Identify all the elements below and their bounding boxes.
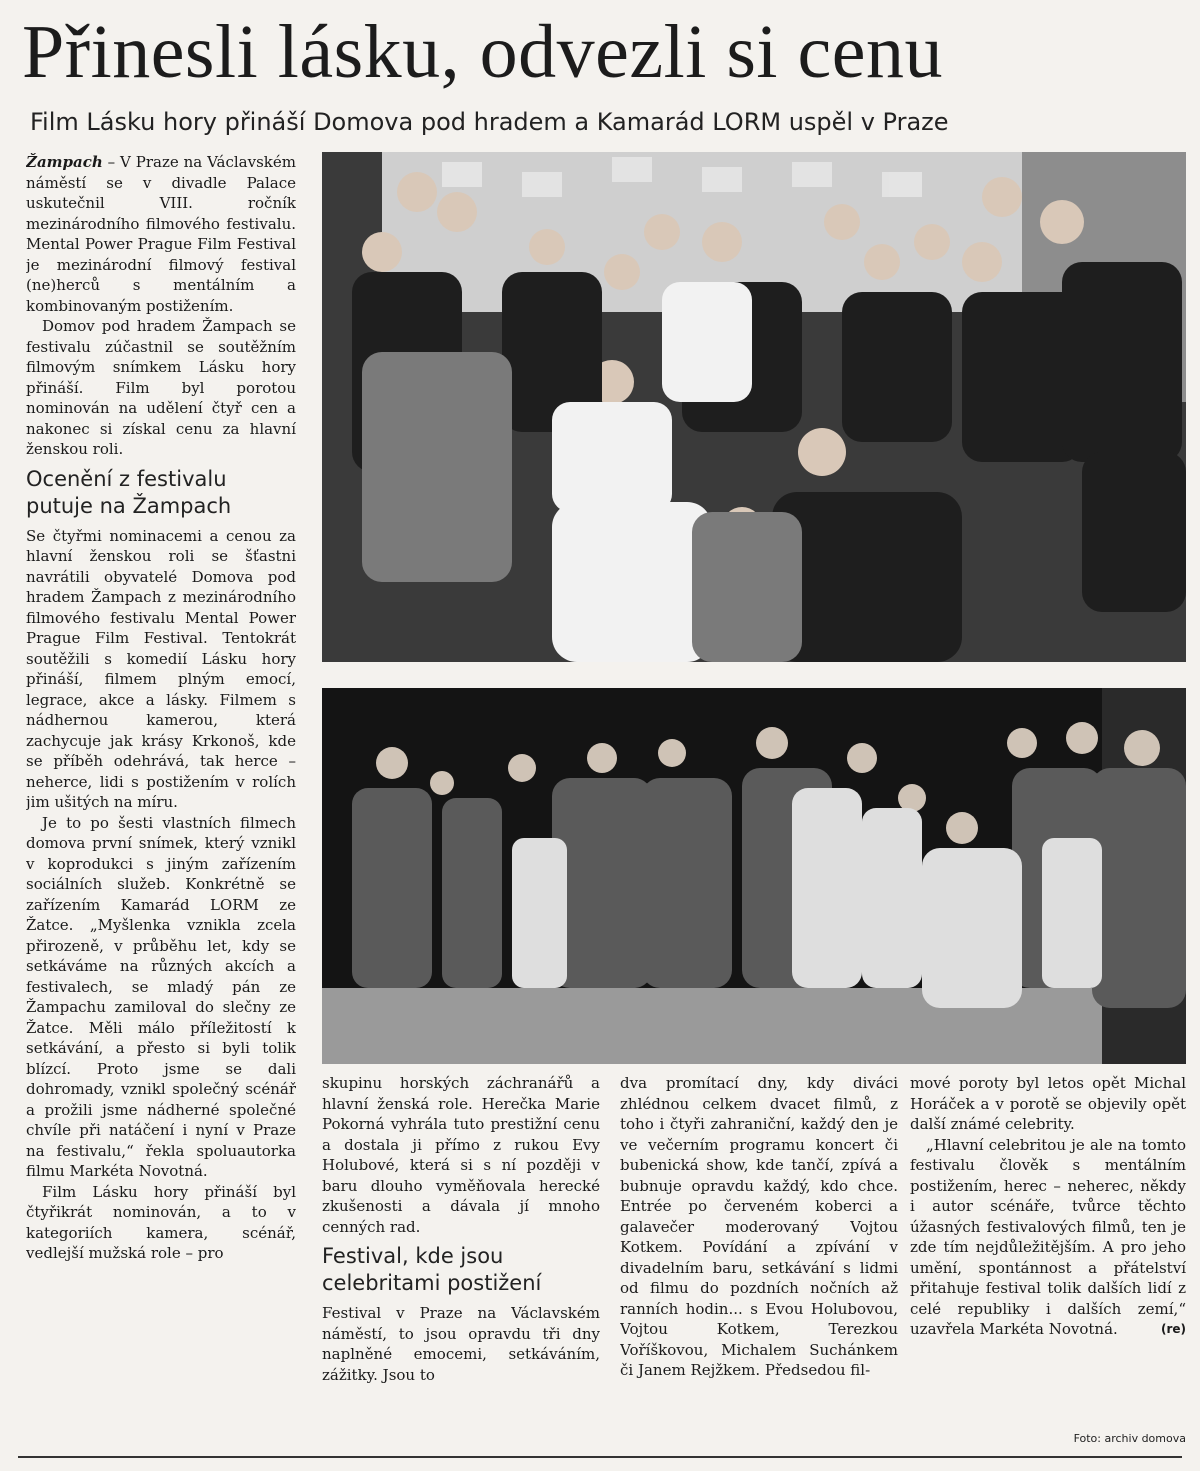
author-signature: (re)	[1160, 1322, 1186, 1336]
intro-paragraph-1	[26, 152, 296, 316]
column-left	[26, 152, 296, 1447]
column-4	[910, 1073, 1186, 1433]
stage-photo	[322, 688, 1186, 1064]
col4-text-2: „Hlavní celebritou je ale na tomto festivalu člověk s mentálním postižením, herec – neherec, někdy i autor scénáře, tvůrce těchto úžasných festivalových filmů, ten je zde tím nejdůležitějším. A pro jeho umění, spontánnost a přátelství přitahuje festival tolik dalších lidí z celé republiky i dalších zemí,“ uzavřela Markéta Novotná.	[910, 1135, 1186, 1338]
dateline: Žampach	[26, 153, 103, 171]
col2-paragraph-2: Festival v Praze na Václavském náměstí, to jsou opravdu tři dny naplněné emocemi, setkáváním, zážitky. Jsou to	[322, 1304, 600, 1384]
bottom-rule	[18, 1456, 1182, 1458]
section1-paragraph-3: Film Lásku hory přináší byl čtyřikrát nominován, a to v kategoriích kamera, scénář, vedlejší mužská role – pro	[26, 1182, 296, 1262]
group-photo	[322, 152, 1186, 662]
intro-text-1: – V Praze na Václavském náměstí se v divadle Palace uskutečnil VIII. ročník mezinárodního filmového festivalu. Mental Power Prague Film Festival je mezinárodní filmový festival (ne)herců s mentálním a kombinovaným postižením.	[26, 153, 296, 315]
subheadline: Film Lásku hory přináší Domova pod hradem a Kamarád LORM uspěl v Praze	[30, 108, 949, 136]
section1-paragraph-1: Se čtyřmi nominacemi a cenou za hlavní ženskou roli se šťastni navrátili obyvatelé Domova pod hradem Žampach z mezinárodního filmového festivalu Mental Power Prague Film Festival. Tentokrát soutěžili s komedií Lásku hory přináší, filmem plným emocí, legrace, akce a lásky. Filmem s nádhernou kamerou, která zachycuje jak krásy Krkonoš, kde se příběh odehrává, tak herce – neherce, lidi s postižením v rolích jim ušitých na míru.	[26, 526, 296, 811]
photo-credit: Foto: archiv domova	[1073, 1432, 1186, 1445]
headline: Přinesli lásku, odvezli si cenu	[22, 10, 944, 94]
column-2	[322, 1073, 600, 1445]
section1-paragraph-2: Je to po šesti vlastních filmech domova první snímek, který vznikl v koprodukci s jiným zařízením sociálních služeb. Konkrétně se zařízením Kamarád LORM ze Žatce. „Myšlenka vznikla zcela přirozeně, v průběhu let, kdy se setkáváme na různých akcích a festivalech, se mladý pán ze Žampachu zamiloval do slečny ze Žatce. Měli málo příležitostí k setkávání, a přesto si byli tolik blízcí. Proto jsme se dali dohromady, vznikl společný scénář a prožili jsme nádherné společné chvíle při natáčení i nyní v Praze na festivalu,“ řekla spoluautorka filmu Markéta Novotná.	[26, 813, 296, 1180]
intro-paragraph-2: Domov pod hradem Žampach se festivalu zúčastnil se soutěžním filmovým snímkem Lásku hory přináší. Film byl porotou nominován na udělení čtyř cen a nakonec si získal cenu za hlavní ženskou roli.	[26, 317, 296, 458]
section-heading-award: Ocenění z festivalu putuje na Žampach	[26, 466, 232, 518]
col4-paragraph-1: mové poroty byl letos opět Michal Horáček a v porotě se objevily opět další známé celebrity.	[910, 1074, 1186, 1133]
col3-paragraph-1: dva promítací dny, kdy diváci zhlédnou celkem dvacet filmů, z toho i čtyři zahraniční, každý den je ve večerním programu koncert či bubenická show, kde tančí, zpívá a bubnuje opravdu každý, kdo chce. Entrée po červeném koberci a galavečer moderovaný Vojtou Kotkem. Povídání a zpívání v divadelním baru, setkávání s lidmi od filmu do pozdních nočních až ranních hodin... s Evou Holubovou, Vojtou Kotkem, Terezkou Voříškovou, Michalem Suchánkem či Janem Rejžkem. Předsedou fil-	[620, 1074, 898, 1379]
column-3	[620, 1073, 898, 1445]
col2-paragraph-1: skupinu horských záchranářů a hlavní ženská role. Herečka Marie Pokorná vyhrála tuto prestižní cenu a dostala ji přímo z rukou Evy Holubové, která si s ní později v baru dlouho vyměňovala herecké zkušenosti a dávala jí mnoho cenných rad.	[322, 1074, 600, 1236]
col4-paragraph-2	[910, 1135, 1186, 1340]
section-heading-festival: Festival, kde jsou celebritami postižení	[322, 1244, 542, 1295]
